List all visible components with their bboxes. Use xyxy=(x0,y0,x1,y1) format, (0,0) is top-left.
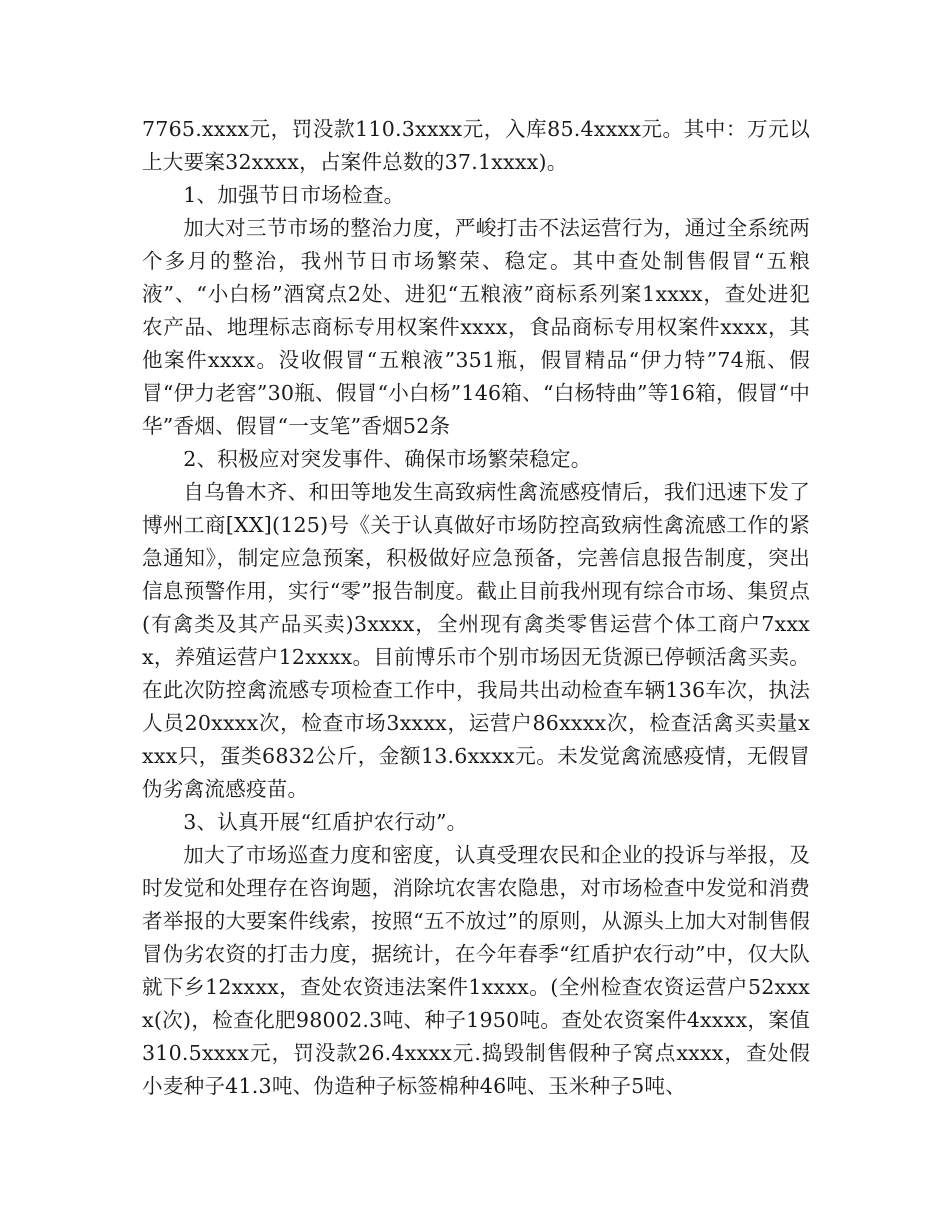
paragraph-red-shield: 加大了市场巡查力度和密度，认真受理农民和企业的投诉与举报，及时发觉和处理存在咨询题，消除坑农害农隐患，对市场检查中发觉和消费者举报的大要案件线索，按照“五不放过”的原则，从源头上加大对制售假冒伪劣农资的打击力度，据统计，在今年春季“红盾护农行动”中，仅大队就下乡12xxxx，查处农资违法案件1xxxx。(全州检查农资运营户52xxxx(次)，检查化肥98002.3吨、种子1950吨。查处农资案件4xxxx，案值310.5xxxx元，罚没款26.4xxxx元.捣毁制售假种子窝点xxxx，查处假小麦种子41.3吨、伪造种子标签棉种46吨、玉米种子5吨、 xyxy=(142,843,810,1098)
paragraph-bird-flu: 自乌鲁木齐、和田等地发生高致病性禽流感疫情后，我们迅速下发了博州工商[XX](125)号《关于认真做好市场防控高致病性禽流感工作的紧急通知》，制定应急预案，积极做好应急预备，完善信息报告制度，突出信息预警作用，实行“零”报告制度。截止目前我州现有综合市场、集贸点(有禽类及其产品买卖)3xxxx，全州现有禽类零售运营个体工商户7xxxx，养殖运营户12xxxx。目前博乐市个别市场因无货源已停顿活禽买卖。在此次防控禽流感专项检查工作中，我局共出动检查车辆136车次，执法人员20xxxx次，检查市场3xxxx，运营户86xxxx次，检查活禽买卖量xxxx只，蛋类6832公斤，金额13.6xxxx元。未发觉禽流感疫情，无假冒伪劣禽流感疫苗。 xyxy=(142,480,810,801)
section-heading-1: 1、加强节日市场检查。 xyxy=(183,183,405,207)
section-heading-2: 2、积极应对突发事件、确保市场繁荣稳定。 xyxy=(183,447,592,471)
section-heading-3: 3、认真开展“红盾护农行动”。 xyxy=(183,810,468,834)
paragraph-holiday-market: 加大对三节市场的整治力度，严峻打击不法运营行为，通过全系统两个多月的整治，我州节日市场繁荣、稳定。其中查处制售假冒“五粮液”、“小白杨”酒窝点2处、进犯“五粮液”商标系列案1xxxx，查处进犯农产品、地理标志商标专用权案件xxxx，食品商标专用权案件xxxx，其他案件xxxx。没收假冒“五粮液”351瓶，假冒精品“伊力特”74瓶、假冒“伊力老窖”30瓶、假冒“小白杨”146箱、“白杨特曲”等16箱，假冒“中华”香烟、假冒“一支笔”香烟52条 xyxy=(142,216,810,438)
paragraph-continuation: 7765.xxxx元，罚没款110.3xxxx元，入库85.4xxxx元。其中：万元以上大要案32xxxx，占案件总数的37.1xxxx)。 xyxy=(142,117,810,174)
